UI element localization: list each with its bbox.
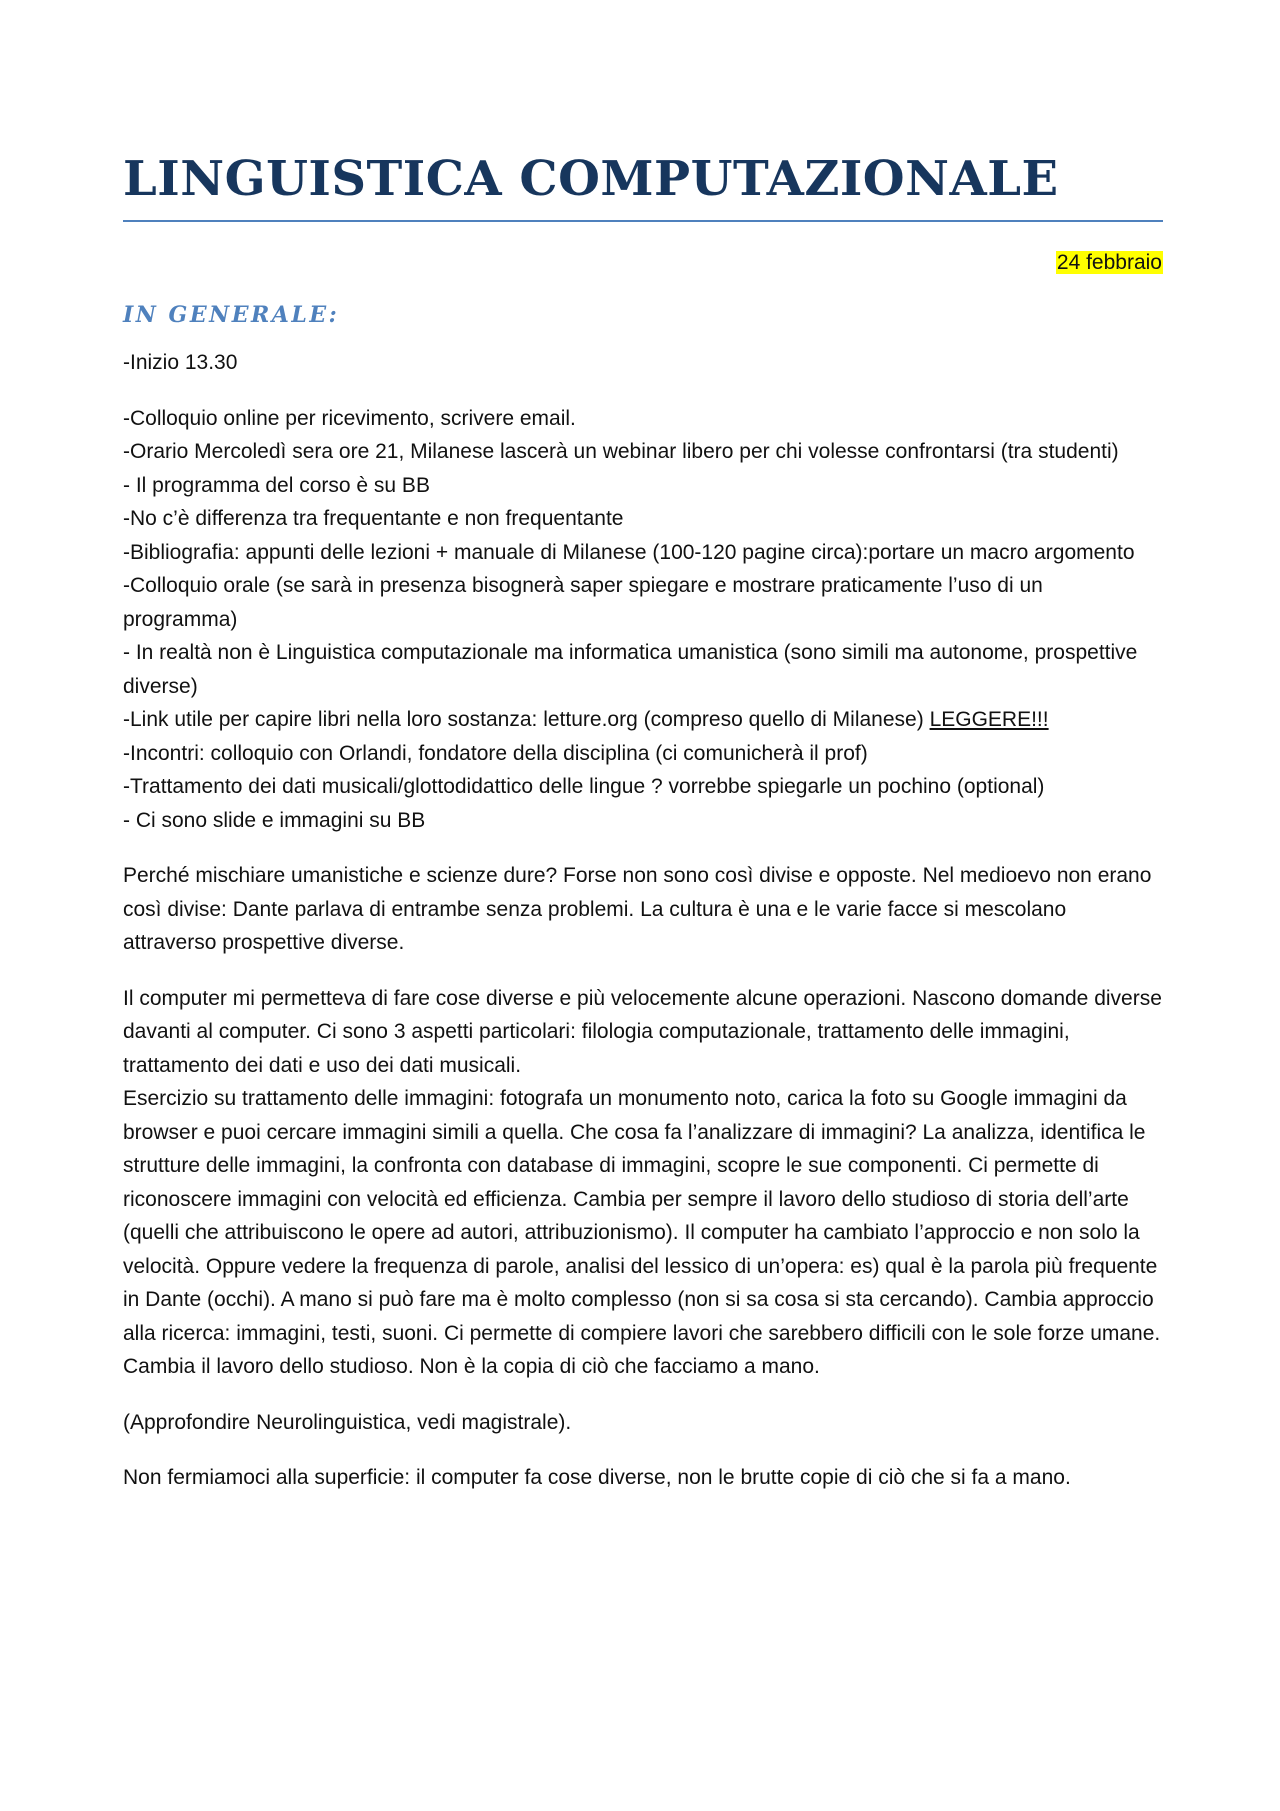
link-line-text: -Link utile per capire libri nella loro sostanza: letture.org (compreso quello di Milanese) [123, 708, 930, 731]
date-row [123, 250, 1163, 278]
list-item: -No c’è differenza tra frequentante e non frequentante [123, 507, 624, 530]
paragraph: Il computer mi permetteva di fare cose diverse e più velocemente alcune operazioni. Nascono domande diverse davanti al computer. Ci sono 3 aspetti particolari: filologia computazionale, trattamento delle immagini, trattamento dei dati e uso dei dati musicali. [123, 986, 1162, 1077]
leggere-link[interactable]: LEGGERE!!! [929, 708, 1049, 731]
date-highlight: 24 febbraio [1056, 251, 1162, 274]
document-page [123, 150, 1163, 1495]
list-item: -Colloquio orale (se sarà in presenza bisognerà saper spiegare e mostrare praticamente l’uso di un programma) [123, 574, 1043, 631]
list-item: - Ci sono slide e immagini su BB [123, 808, 426, 832]
start-line-block [123, 346, 1163, 380]
list-item: -Trattamento dei dati musicali/glottodidattico delle lingue ? vorrebbe spiegarle un pochino (optional) [123, 775, 1045, 798]
paragraph-block-1 [123, 859, 1163, 960]
section-heading: IN GENERALE: [123, 302, 340, 328]
list-item: -Incontri: colloquio con Orlandi, fondatore della disciplina (ci comunicherà il prof) [123, 741, 868, 765]
list-item: -Orario Mercoledì sera ore 21, Milanese lascerà un webinar libero per chi volesse confrontarsi (tra studenti) [123, 440, 1119, 463]
list-item: - Il programma del corso è su BB [123, 473, 430, 497]
list-item: -Bibliografia: appunti delle lezioni + manuale di Milanese (100-120 pagine circa):portare un macro argomento [123, 540, 1135, 564]
paragraph: Non fermiamoci alla superficie: il computer fa cose diverse, non le brutte copie di ciò che si fa a mano. [123, 1466, 1071, 1489]
paragraph-block-4 [123, 1461, 1163, 1495]
info-list [123, 402, 1163, 838]
paragraph: (Approfondire Neurolinguistica, vedi magistrale). [123, 1410, 572, 1434]
paragraph: Esercizio su trattamento delle immagini: fotografa un monumento noto, carica la foto su Google immagini da browser e puoi cercare immagini simili a quella. Che cosa fa l’analizzare di immagini? La analizza, identifica le strutture delle immagini, la confronta con database di immagini, scopre le sue componenti. Ci permette di riconoscere immagini con velocità ed efficienza. Cambia per sempre il lavoro dello studioso di storia dell’arte (quelli che attribuiscono le opere ad autori, attribuzionismo). Il computer ha cambiato l’approccio e non solo la velocità. Oppure vedere la frequenza di parole, analisi del lessico di un’opera: es) qual è la parola più frequente in Dante (occhi). A mano si può fare ma è molto complesso (non si sa cosa si sta cercando). Cambia approccio alla ricerca: immagini, testi, suoni. Ci permette di compiere lavori che sarebbero difficili con le sole forze umane. Cambia il lavoro dello studioso. Non è la copia di ciò che facciamo a mano. [123, 1087, 1161, 1378]
paragraph-block-2 [123, 982, 1163, 1384]
paragraph: Perché mischiare umanistiche e scienze dure? Forse non sono così divise e opposte. Nel medioevo non erano così divise: Dante parlava di entrambe senza problemi. La cultura è una e le varie facce si mescolano attraverso prospettive diverse. [123, 864, 1152, 954]
list-item: - In realtà non è Linguistica computazionale ma informatica umanistica (sono simili ma autonome, prospettive diverse) [123, 641, 1138, 698]
list-item: -Colloquio online per ricevimento, scrivere email. [123, 406, 576, 430]
document-title: LINGUISTICA COMPUTAZIONALE [123, 150, 1163, 222]
paragraph-block-3 [123, 1406, 1163, 1440]
list-item-link [123, 703, 1163, 737]
start-line: -Inizio 13.30 [123, 351, 238, 374]
